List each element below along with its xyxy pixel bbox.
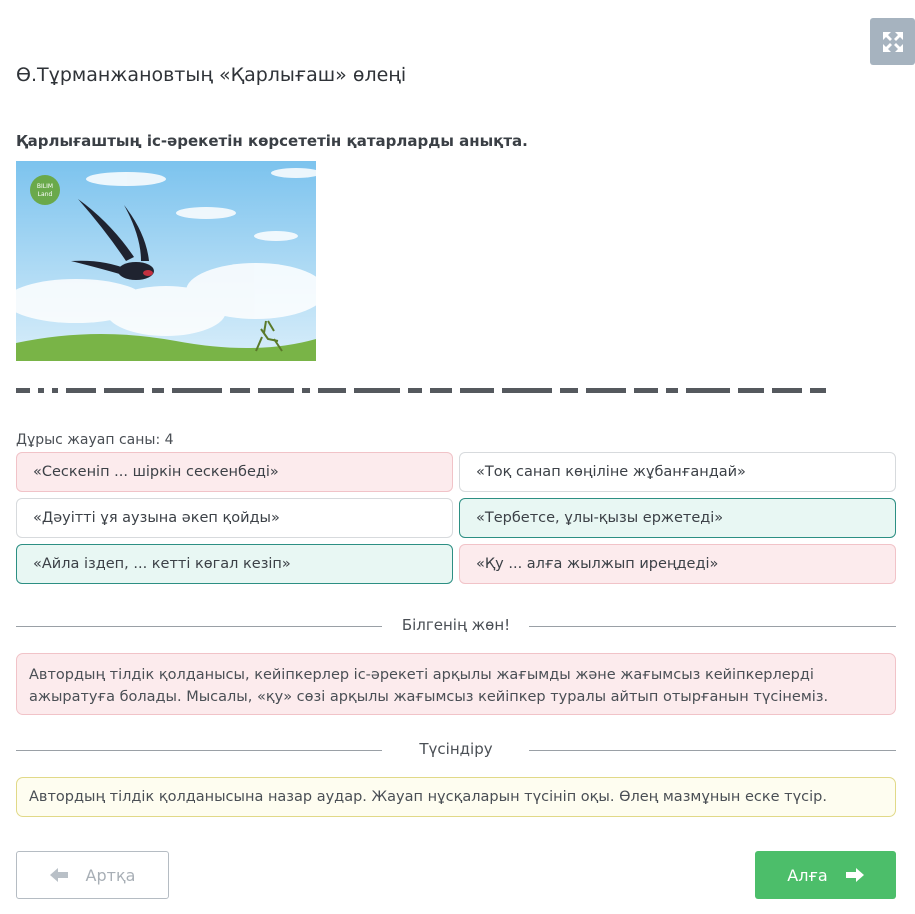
next-button[interactable] (755, 851, 896, 899)
knowledge-heading: Білгенің жөн! (401, 616, 511, 634)
answer-option-5[interactable] (16, 544, 453, 584)
answer-option-text: «Қу ... алға жылжып иреңдеді» (476, 556, 719, 572)
page-title: Ө.Тұрманжановтың «Қарлығаш» өлеңі (16, 64, 407, 86)
hidden-text-placeholder (16, 383, 896, 397)
expand-arrows-icon (881, 30, 905, 54)
arrow-right-icon (846, 867, 864, 883)
explanation-box: Автордың тілдік қолданысына назар аудар. Жауап нұсқаларын түсініп оқы. Өлең мазмұнын еске түсір. (16, 777, 896, 817)
question-text: Қарлығаштың іс-әрекетін көрсететін қатарларды анықта. (16, 132, 528, 150)
back-button-label: Артқа (85, 865, 136, 885)
svg-text:BILIM: BILIM (36, 183, 54, 190)
swallow-illustration (16, 161, 316, 361)
explanation-divider (16, 740, 896, 760)
expand-button[interactable] (870, 18, 915, 65)
knowledge-divider (16, 616, 896, 636)
answer-option-3[interactable] (16, 498, 453, 538)
answer-option-text: «Тербетсе, ұлы-қызы ержетеді» (476, 510, 724, 526)
answer-option-2[interactable] (459, 452, 896, 492)
answer-option-text: «Айла іздеп, ... кетті көгал кезіп» (33, 556, 291, 572)
answer-option-4[interactable] (459, 498, 896, 538)
answer-option-6[interactable] (459, 544, 896, 584)
answer-option-1[interactable] (16, 452, 453, 492)
svg-text:Land: Land (37, 191, 53, 198)
answer-option-text: «Тоқ санап көңіліне жұбанғандай» (476, 464, 746, 480)
arrow-left-icon (50, 867, 68, 883)
answer-option-text: «Дәуітті ұя аузына әкеп қойды» (33, 510, 280, 526)
next-button-label: Алға (787, 865, 828, 885)
back-button[interactable] (16, 851, 169, 899)
answer-option-text: «Сескеніп ... шіркін сескенбеді» (33, 464, 279, 480)
explanation-heading: Түсіндіру (419, 740, 493, 758)
correct-answers-count: Дұрыс жауап саны: 4 (16, 432, 174, 448)
knowledge-box: Автордың тілдік қолданысы, кейіпкерлер іс-әрекеті арқылы жағымды және жағымсыз кейіпкерлерді ажыратуға болады. Мысалы, «қу» сөзі арқылы жағымсыз кейіпкер туралы айтып отырғанын түсінеміз. (16, 653, 896, 715)
